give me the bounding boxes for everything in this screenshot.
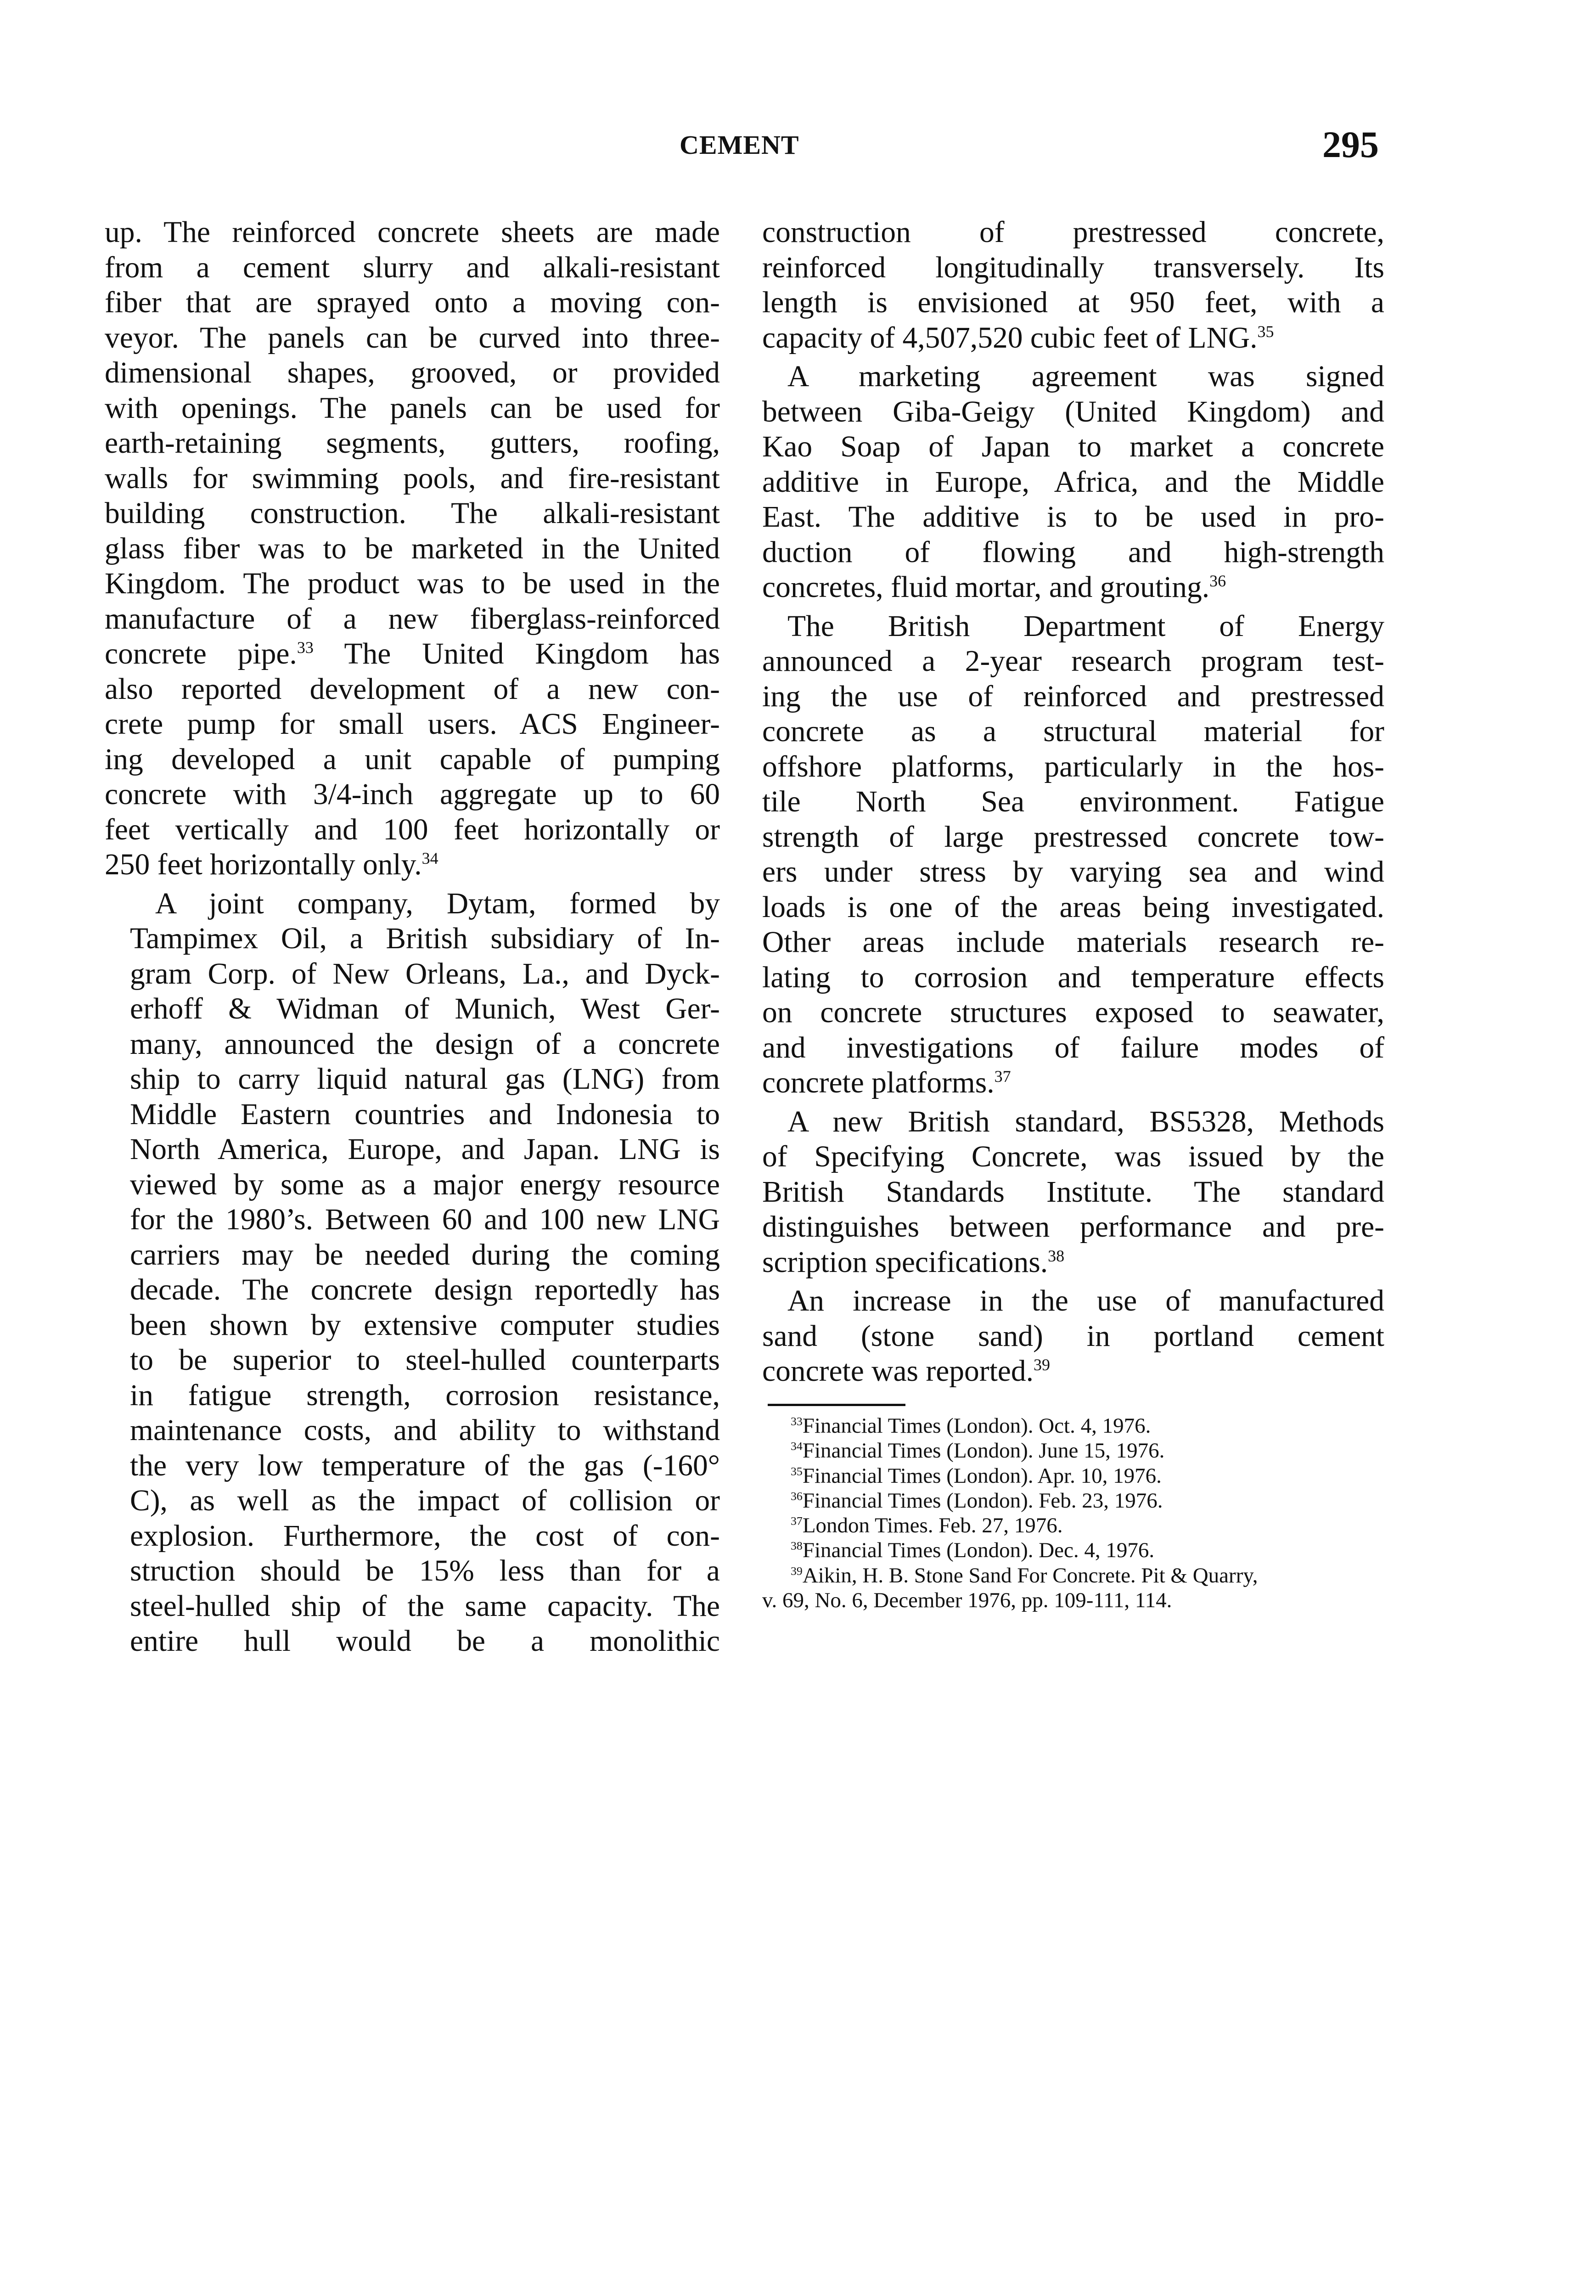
text-line: duction of flowing and high-strength [762, 535, 1384, 569]
right-paragraph-2 [762, 359, 1384, 605]
text-line: steel-hulled ship of the same capacity. The [130, 1589, 720, 1623]
text-fragment: capacity of 4,507,520 cubic feet of LNG. [762, 321, 1258, 355]
text-line: with openings. The panels can be used for [105, 391, 720, 425]
footnote-ref: 39 [1034, 1356, 1051, 1374]
footnote-number: 37 [791, 1514, 803, 1528]
footnote-ref: 38 [1048, 1246, 1065, 1265]
footnote-number: 38 [791, 1539, 803, 1553]
left-paragraph-1 [105, 215, 720, 883]
text-line: reinforced longitudinally transversely. Its [762, 251, 1384, 284]
text-line: offshore platforms, particularly in the hos- [762, 750, 1384, 783]
text-line: for the 1980’s. Between 60 and 100 new LNG [130, 1203, 720, 1236]
text-fragment: The United Kingdom has [344, 637, 720, 670]
text-line: dimensional shapes, grooved, or provided [105, 356, 720, 389]
text-line: British Standards Institute. The standard [762, 1175, 1384, 1209]
footnote-number: 39 [791, 1564, 803, 1578]
text-line: East. The additive is to be used in pro- [762, 501, 1384, 534]
footnote-ref: 36 [1209, 572, 1226, 591]
text-line: viewed by some as a major energy resource [130, 1168, 720, 1201]
footnote-number: 35 [791, 1464, 803, 1478]
footnote-text: Financial Times (London). Feb. 23, 1976. [802, 1488, 1163, 1513]
text-fragment: 250 feet horizontally only. [105, 848, 422, 881]
footnote-33 [762, 1413, 1394, 1438]
text-line: Middle Eastern countries and Indonesia to [130, 1097, 720, 1131]
right-paragraph-4 [762, 1104, 1384, 1280]
text-line: tile North Sea environment. Fatigue [762, 785, 1384, 818]
text-line: carriers may be needed during the coming [130, 1238, 720, 1272]
text-line: ship to carry liquid natural gas (LNG) from [130, 1063, 720, 1096]
text-line: decade. The concrete design reportedly has [130, 1273, 720, 1306]
text-line: Kao Soap of Japan to market a concrete [762, 430, 1384, 463]
text-line: been shown by extensive computer studies [130, 1308, 720, 1342]
text-line: concrete as a structural material for [762, 715, 1384, 748]
text-line: strength of large prestressed concrete tow- [762, 820, 1384, 854]
text-line: earth-retaining segments, gutters, roofing, [105, 427, 720, 460]
text-line: many, announced the design of a concrete [130, 1027, 720, 1061]
page-number: 295 [1322, 124, 1379, 165]
text-line [105, 636, 720, 672]
text-line: the very low temperature of the gas (-160° [130, 1449, 720, 1482]
text-line: erhoff & Widman of Munich, West Ger- [130, 992, 720, 1025]
text-line: to be superior to steel-hulled counterparts [130, 1344, 720, 1377]
footnote-number: 36 [791, 1489, 803, 1503]
text-line: in fatigue strength, corrosion resistance, [130, 1379, 720, 1412]
text-line: concrete with 3/4-inch aggregate up to 60 [105, 778, 720, 811]
text-line: Kingdom. The product was to be used in the [105, 567, 720, 600]
text-line: veyor. The panels can be curved into three- [105, 321, 720, 355]
text-line: ing the use of reinforced and prestressed [762, 680, 1384, 713]
text-line: between Giba-Geigy (United Kingdom) and [762, 395, 1384, 428]
text-line: fiber that are sprayed onto a moving con- [105, 286, 720, 319]
footnotes [762, 1413, 1394, 1613]
text-line: An increase in the use of manufactured [787, 1284, 1384, 1317]
left-column [105, 215, 720, 1659]
text-line: explosion. Furthermore, the cost of con- [130, 1519, 720, 1553]
text-line: feet vertically and 100 feet horizontally or [105, 813, 720, 846]
footnote-ref: 35 [1257, 322, 1274, 341]
text-line: building construction. The alkali-resistant [105, 497, 720, 530]
text-line [105, 847, 720, 883]
right-paragraph-5 [762, 1283, 1384, 1389]
text-line: entire hull would be a monolithic [130, 1625, 720, 1658]
footnote-divider [768, 1404, 905, 1406]
footnote-ref: 37 [994, 1067, 1011, 1086]
footnote-ref: 34 [421, 849, 438, 868]
text-line: sand (stone sand) in portland cement [762, 1319, 1384, 1353]
right-column [762, 215, 1384, 1389]
footnote-number: 33 [791, 1414, 803, 1428]
text-line: Tampimex Oil, a British subsidiary of In- [130, 922, 720, 955]
footnote-38 [762, 1538, 1394, 1563]
footnote-39-continuation: v. 69, No. 6, December 1976, pp. 109-111, 114. [762, 1588, 1172, 1613]
footnote-text: Financial Times (London). June 15, 1976. [802, 1439, 1165, 1463]
text-fragment: concrete pipe. [105, 637, 297, 670]
footnote-34 [762, 1438, 1394, 1463]
text-line: from a cement slurry and alkali-resistant [105, 251, 720, 284]
footnote-39 [762, 1563, 1394, 1588]
footnote-text: London Times. Feb. 27, 1976. [802, 1514, 1063, 1538]
text-line: North America, Europe, and Japan. LNG is [130, 1133, 720, 1166]
text-line: manufacture of a new fiberglass-reinforced [105, 602, 720, 636]
footnote-36 [762, 1488, 1394, 1513]
text-fragment: concretes, fluid mortar, and grouting. [762, 571, 1210, 604]
footnote-number: 34 [791, 1439, 803, 1453]
right-paragraph-1 [762, 215, 1384, 355]
text-line: of Specifying Concrete, was issued by the [762, 1140, 1384, 1173]
footnote-ref: 33 [297, 638, 314, 657]
left-paragraph-2 [105, 886, 720, 1659]
text-line [762, 1354, 1384, 1389]
footnote-text: Financial Times (London). Dec. 4, 1976. [802, 1538, 1155, 1563]
text-line: The British Department of Energy [787, 609, 1384, 643]
text-line [762, 1245, 1384, 1280]
text-line: ers under stress by varying sea and wind [762, 855, 1384, 889]
text-line [762, 1065, 1384, 1101]
text-line: A new British standard, BS5328, Methods [787, 1105, 1384, 1138]
text-fragment: scription specifications. [762, 1245, 1048, 1279]
text-line: gram Corp. of New Orleans, La., and Dyck- [130, 957, 720, 990]
text-fragment: concrete platforms. [762, 1066, 995, 1099]
text-line: ing developed a unit capable of pumping [105, 743, 720, 776]
footnote-35 [762, 1463, 1394, 1488]
text-line: C), as well as the impact of collision or [130, 1484, 720, 1517]
text-line: length is envisioned at 950 feet, with a [762, 286, 1384, 319]
text-line: announced a 2-year research program test- [762, 645, 1384, 678]
text-line: distinguishes between performance and pre- [762, 1210, 1384, 1244]
text-line: maintenance costs, and ability to withstand [130, 1414, 720, 1447]
text-line: Other areas include materials research re- [762, 926, 1384, 959]
running-head: CEMENT [680, 130, 799, 160]
right-paragraph-3 [762, 609, 1384, 1101]
text-line: up. The reinforced concrete sheets are made [105, 216, 720, 249]
text-line [762, 570, 1384, 605]
text-line: on concrete structures exposed to seawater, [762, 996, 1384, 1029]
footnote-37 [762, 1513, 1394, 1538]
text-line: walls for swimming pools, and fire-resistant [105, 461, 720, 495]
text-line: loads is one of the areas being investigated. [762, 890, 1384, 924]
text-line: A marketing agreement was signed [787, 360, 1384, 393]
footnote-text: Financial Times (London). Apr. 10, 1976. [802, 1463, 1162, 1488]
text-line: crete pump for small users. ACS Engineer- [105, 708, 720, 741]
text-line: struction should be 15% less than for a [130, 1554, 720, 1587]
text-line: glass fiber was to be marketed in the United [105, 532, 720, 565]
text-line: A joint company, Dytam, formed by [155, 887, 720, 920]
text-line: also reported development of a new con- [105, 672, 720, 706]
text-line: construction of prestressed concrete, [762, 216, 1384, 249]
footnote-text: Aikin, H. B. Stone Sand For Concrete. Pit & Quarry, [802, 1563, 1258, 1587]
text-line: lating to corrosion and temperature effects [762, 961, 1384, 994]
text-line: and investigations of failure modes of [762, 1031, 1384, 1064]
footnote-text: Financial Times (London). Oct. 4, 1976. [802, 1414, 1151, 1438]
text-fragment: concrete was reported. [762, 1355, 1034, 1388]
text-line [762, 321, 1384, 356]
text-line: additive in Europe, Africa, and the Middle [762, 465, 1384, 499]
